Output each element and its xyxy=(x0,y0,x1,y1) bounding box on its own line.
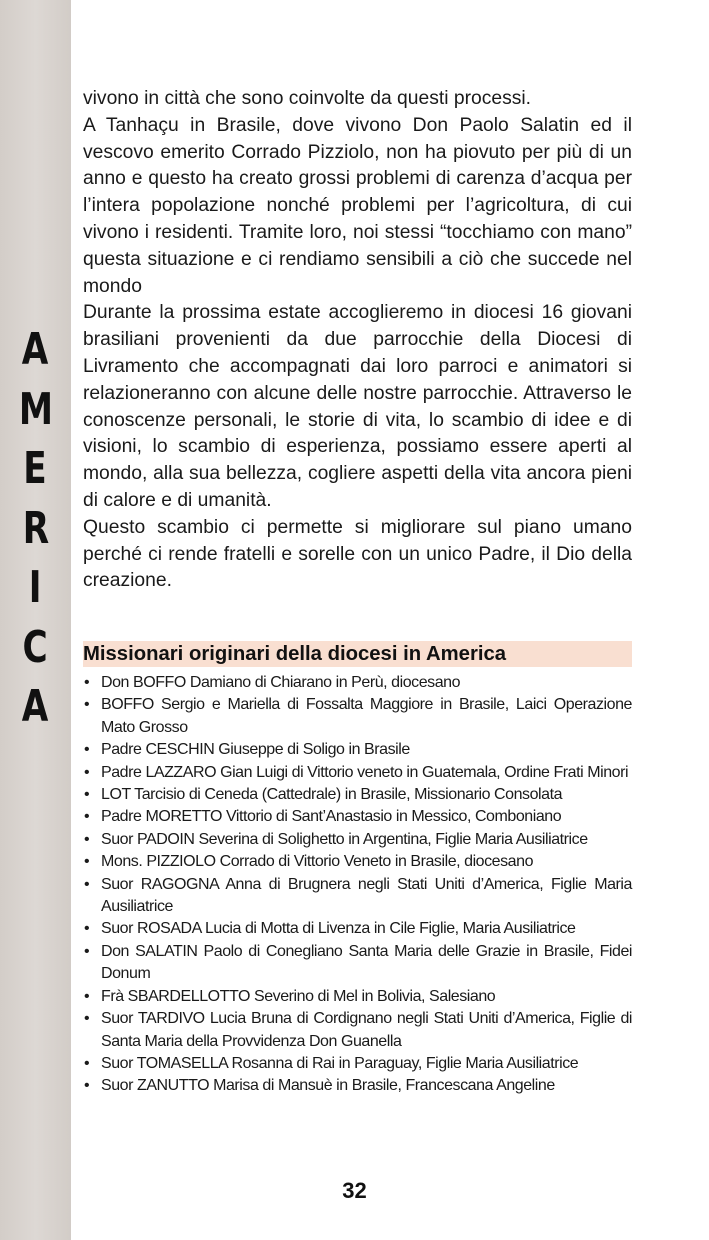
body-text xyxy=(83,86,632,595)
list-item: • Padre MORETTO Vittorio di Sant’Anastasio in Messico, Comboniano xyxy=(83,806,632,828)
paragraph: A Tanhaçu in Brasile, dove vivono Don Paolo Salatin ed il vescovo emerito Corrado Pizziolo, non ha piovuto per più di un anno e questo ha creato grossi problemi di carenza d’acqua per l’intera popolazione nonché problemi per l’agricoltura, di cui vivono i residenti. Tramite loro, noi stessi “tocchiamo con mano” questa situazione e ci rendiamo sensibili a ciò che succede nel mondo xyxy=(83,114,632,297)
paragraph: vivono in città che sono coinvolte da questi processi. xyxy=(83,88,532,109)
list-item: • Frà SBARDELLOTTO Severino di Mel in Bolivia, Salesiano xyxy=(83,986,632,1008)
paragraph: Durante la prossima estate accoglieremo in diocesi 16 giovani brasiliani provenienti da due parrocchie della Diocesi di Livramento che accompagnati dai loro parroci e animatori si relazioneranno con alcune delle nostre parrocchie. Attraverso le conoscenze personali, le storie di vita, lo scambio di idee e di visioni, lo scambio di esperienza, possiamo essere aperti al mondo, alla sua bellezza, cogliere aspetti della vita ancora pieni di calore e di umanità. xyxy=(83,302,632,511)
side-letter: E xyxy=(23,443,48,494)
list-item: • LOT Tarcisio di Ceneda (Cattedrale) in Brasile, Missionario Consolata xyxy=(83,784,632,806)
list-item: • Suor TOMASELLA Rosanna di Rai in Paraguay, Figlie Maria Ausiliatrice xyxy=(83,1053,632,1075)
side-vertical-title xyxy=(0,320,71,737)
side-letter: A xyxy=(22,681,49,732)
list-item: • Suor PADOIN Severina di Solighetto in Argentina, Figlie Maria Ausiliatrice xyxy=(83,829,632,851)
list-item: • Suor TARDIVO Lucia Bruna di Cordignano negli Stati Uniti d’America, Figlie di Santa Maria della Provvidenza Don Guanella xyxy=(83,1008,632,1053)
missionaries-list xyxy=(83,672,632,1098)
list-item: • BOFFO Sergio e Mariella di Fossalta Maggiore in Brasile, Laici Operazione Mato Grosso xyxy=(83,694,632,739)
side-band xyxy=(0,0,71,1240)
list-item: • Don SALATIN Paolo di Conegliano Santa Maria delle Grazie in Brasile, Fidei Donum xyxy=(83,941,632,986)
side-letter: C xyxy=(22,621,49,673)
page-number: 32 xyxy=(342,1178,367,1203)
list-item: • Suor ROSADA Lucia di Motta di Livenza in Cile Figlie, Maria Ausiliatrice xyxy=(83,918,632,940)
side-letter: M xyxy=(18,383,53,435)
side-letter: A xyxy=(22,324,49,375)
side-letter: R xyxy=(22,502,49,554)
list-item: • Don BOFFO Damiano di Chiarano in Perù, diocesano xyxy=(83,672,632,694)
list-item: • Padre CESCHIN Giuseppe di Soligo in Brasile xyxy=(83,739,632,761)
side-letter: I xyxy=(29,562,42,613)
list-item: • Mons. PIZZIOLO Corrado di Vittorio Veneto in Brasile, diocesano xyxy=(83,851,632,873)
list-item: • Padre LAZZARO Gian Luigi di Vittorio veneto in Guatemala, Ordine Frati Minori xyxy=(83,762,632,784)
paragraph: Questo scambio ci permette si migliorare sul piano umano perché ci rende fratelli e sorelle con un unico Padre, il Dio della creazione. xyxy=(83,516,632,592)
section-heading: Missionari originari della diocesi in America xyxy=(83,641,632,667)
list-item: • Suor ZANUTTO Marisa di Mansuè in Brasile, Francescana Angeline xyxy=(83,1075,632,1097)
list-item: • Suor RAGOGNA Anna di Brugnera negli Stati Uniti d’America, Figlie Maria Ausiliatrice xyxy=(83,874,632,919)
